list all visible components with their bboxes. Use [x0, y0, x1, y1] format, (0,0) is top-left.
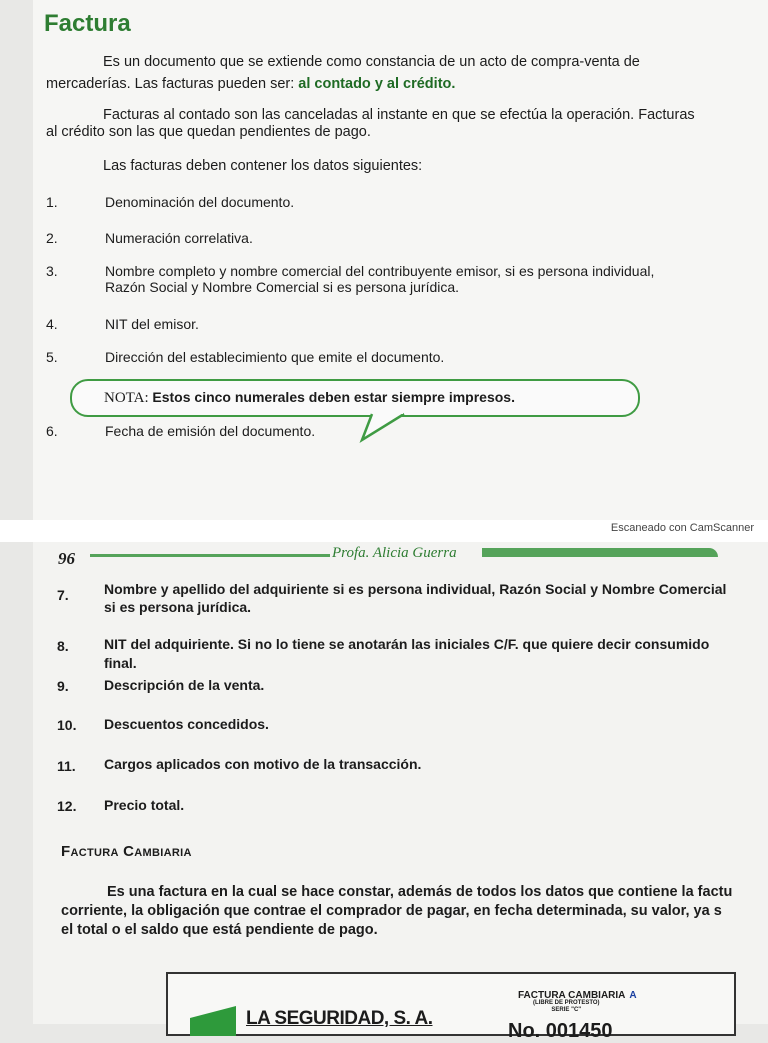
cambiaria-line: corriente, la obligación que contrae el comprador de pagar, en fecha determinada, su valor, ya s	[61, 903, 722, 919]
invoice-number: No. 001450	[508, 1020, 613, 1042]
list-item-text: Descuentos concedidos.	[104, 716, 269, 732]
page-title: Factura	[44, 10, 131, 37]
intro-text: mercaderías. Las facturas pueden ser:	[46, 76, 299, 92]
list-item-text: Precio total.	[104, 797, 185, 813]
list-item-number: 9.	[57, 678, 69, 694]
list-item-text: Nombre completo y nombre comercial del contribuyente emisor, si es persona individual,	[105, 263, 655, 279]
note-text: Estos cinco numerales deben estar siempre impresos.	[152, 389, 515, 405]
list-item-number: 5.	[46, 349, 58, 365]
list-item-text: NIT del emisor.	[105, 316, 199, 332]
company-logo-icon	[190, 1006, 236, 1036]
list-item-number: 6.	[46, 423, 58, 439]
credit-paragraph-line2: al crédito son las que quedan pendientes de pago.	[46, 124, 371, 140]
list-item-number: 11.	[57, 758, 76, 774]
invoice-sample	[166, 972, 736, 1042]
invoice-company-name: LA SEGURIDAD, S. A.	[246, 1008, 433, 1029]
page-number: 96	[58, 549, 75, 568]
note-callout	[70, 379, 640, 417]
list-item-text: Denominación del documento.	[105, 194, 295, 210]
list-item-number: 12.	[57, 798, 77, 814]
invoice-types-highlight: al contado y al crédito.	[298, 76, 456, 92]
list-item-number: 3.	[46, 263, 58, 279]
cambiaria-line: el total o el saldo que está pendiente de pago.	[61, 922, 378, 938]
list-item-number: 4.	[46, 316, 58, 332]
invoice-type-letter: A	[629, 990, 637, 1001]
list-item-text: Numeración correlativa.	[105, 230, 253, 246]
cambiaria-line: Es una factura en la cual se hace constar, además de todos los datos que contiene la factu	[107, 884, 733, 900]
invoice-type-text: FACTURA CAMBIARIA	[518, 990, 626, 1001]
list-item-text: Cargos aplicados con motivo de la transacción.	[104, 756, 422, 772]
credit-paragraph-line1: Facturas al contado son las canceladas al instante en que se efectúa la operación. Facturas	[103, 107, 695, 123]
invoice-protest-note: (LIBRE DE PROTESTO)	[533, 1000, 600, 1006]
list-item-text-continued: Razón Social y Nombre Comercial si es persona jurídica.	[105, 279, 460, 295]
list-item-number: 8.	[57, 638, 69, 654]
header-author: Profa. Alicia Guerra	[332, 545, 457, 561]
list-item-text: Fecha de emisión del documento.	[105, 423, 316, 439]
note-content	[104, 389, 515, 407]
list-item-text-continued: final.	[104, 655, 137, 671]
list-item-text: Nombre y apellido del adquiriente si es persona individual, Razón Social y Nombre Comercial	[104, 581, 727, 597]
list-item-number: 2.	[46, 230, 58, 246]
header-rule-right	[482, 548, 718, 557]
list-item-text: NIT del adquiriente. Si no lo tiene se anotarán las iniciales C/F. que quiere decir consumido	[104, 636, 710, 652]
list-item-text: Dirección del establecimiento que emite el documento.	[105, 349, 445, 365]
list-item-number: 10.	[57, 717, 77, 733]
invoice-subtitle	[533, 1000, 600, 1014]
header-rule-left	[90, 554, 330, 557]
intro-paragraph-line2	[46, 76, 455, 93]
list-item-number: 7.	[57, 587, 69, 603]
list-item-text: Descripción de la venta.	[104, 677, 265, 693]
scanner-watermark: Escaneado con CamScanner	[610, 522, 754, 534]
intro-paragraph-line1: Es un documento que se extiende como constancia de un acto de compra-venta de	[103, 54, 640, 70]
list-item-text-continued: si es persona jurídica.	[104, 599, 252, 615]
invoice-series: SERIE "C"	[551, 1007, 582, 1013]
cambiaria-paragraph	[61, 883, 761, 940]
list-item-number: 1.	[46, 194, 58, 210]
requirements-intro: Las facturas deben contener los datos siguientes:	[103, 158, 423, 174]
note-label: NOTA:	[104, 390, 153, 406]
section-subtitle: Factura Cambiaria	[61, 843, 192, 860]
